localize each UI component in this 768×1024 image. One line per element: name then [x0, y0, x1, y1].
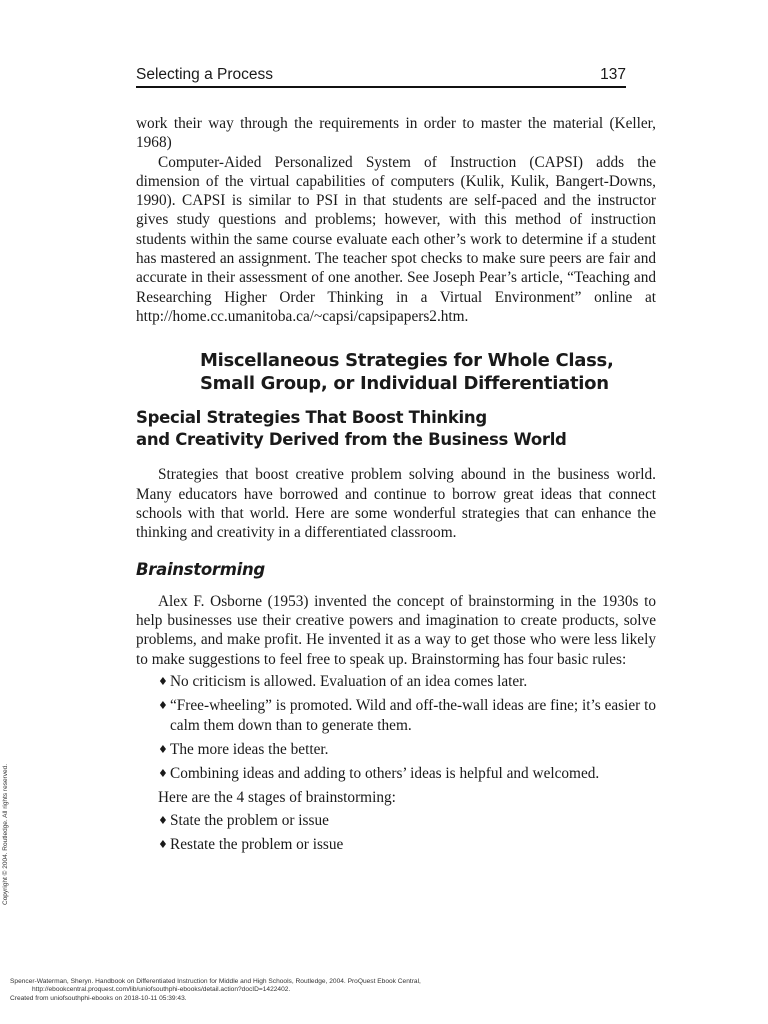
section-heading-line1: Miscellaneous Strategies for Whole Class, [200, 350, 614, 372]
list-item [158, 672, 656, 691]
citation-line: Spencer-Waterman, Sheryn. Handbook on Differentiated Instruction for Middle and High Schools, Routledge, 2004. ProQuest Ebook Central, [10, 978, 421, 985]
diamond-bullet-icon: ♦ [158, 813, 168, 827]
page-number: 137 [600, 66, 626, 83]
diamond-bullet-icon: ♦ [158, 674, 168, 688]
brainstorming-heading: Brainstorming [136, 560, 265, 580]
list-item-text: Combining ideas and adding to others’ ideas is helpful and welcomed. [170, 765, 600, 783]
list-item-text: No criticism is allowed. Evaluation of an idea comes later. [170, 672, 528, 690]
list-item [158, 835, 656, 854]
section-heading [200, 349, 656, 395]
diamond-bullet-icon: ♦ [158, 699, 168, 713]
list-item [158, 764, 656, 783]
stages-intro: Here are the 4 stages of brainstorming: [158, 789, 396, 807]
citation-footer [10, 978, 421, 1003]
brainstorming-rules-list [136, 672, 656, 783]
page-body [136, 114, 656, 859]
list-item [158, 811, 656, 830]
subsection-heading-line2: and Creativity Derived from the Business World [136, 430, 567, 450]
paragraph-keller: work their way through the requirements in order to master the material (Keller, 1968) [136, 115, 656, 152]
list-item [158, 740, 656, 759]
running-header [136, 66, 626, 88]
section-heading-line2: Small Group, or Individual Differentiation [200, 373, 609, 395]
paragraph-business-strategies: Strategies that boost creative problem solving abound in the business world. Many educators have borrowed and continue to borrow great ideas that connect schools with that world. Here are some wonderful strategies that can enhance the thinking and creativity in a differentiated classroom. [136, 466, 656, 542]
list-item-text: The more ideas the better. [170, 740, 329, 758]
list-item-text: “Free-wheeling” is promoted. Wild and off-the-wall ideas are fine; it’s easier to calm them down than to generate them. [170, 697, 656, 734]
paragraph-capsi: Computer-Aided Personalized System of Instruction (CAPSI) adds the dimension of the virtual capabilities of computers (Kulik, Kulik, Bangert-Downs, 1990). CAPSI is similar to PSI in that students are self-paced and the instructor gives study questions and problems; however, with this method of instruction students within the same course evaluate each other’s work to determine if a student has mastered an assignment. The teacher spot checks to make sure peers are fair and accurate in their assessment of one another. See Joseph Pear’s article, “Teaching and Researching Higher Order Thinking in a Virtual Environment” online at http://home.cc.umanitoba.ca/~capsi/capsipapers2.htm. [136, 153, 656, 325]
brainstorming-stages-list [136, 811, 656, 855]
citation-url: http://ebookcentral.proquest.com/lib/uniofsouthphi-ebooks/detail.action?docID=1422402. [32, 986, 291, 994]
paragraph-osborne: Alex F. Osborne (1953) invented the concept of brainstorming in the 1930s to help businesses use their creative powers and imagination to create products, solve problems, and make profit. He invented it as a way to get those who were less likely to make suggestions to feel free to speak up. Brainstorming has four basic rules: [136, 592, 656, 668]
list-item-text: State the problem or issue [170, 811, 329, 829]
subsection-heading [136, 407, 656, 451]
list-item-text: Restate the problem or issue [170, 836, 344, 854]
citation-created: Created from uniofsouthphi-ebooks on 2018-10-11 05:39:43. [10, 994, 187, 1002]
copyright-notice: Copyright © 2004. Routledge. All rights reserved. [2, 763, 9, 905]
running-header-title: Selecting a Process [136, 66, 273, 83]
diamond-bullet-icon: ♦ [158, 742, 168, 756]
diamond-bullet-icon: ♦ [158, 838, 168, 852]
subsection-heading-line1: Special Strategies That Boost Thinking [136, 408, 487, 428]
list-item [158, 696, 656, 735]
diamond-bullet-icon: ♦ [158, 767, 168, 781]
